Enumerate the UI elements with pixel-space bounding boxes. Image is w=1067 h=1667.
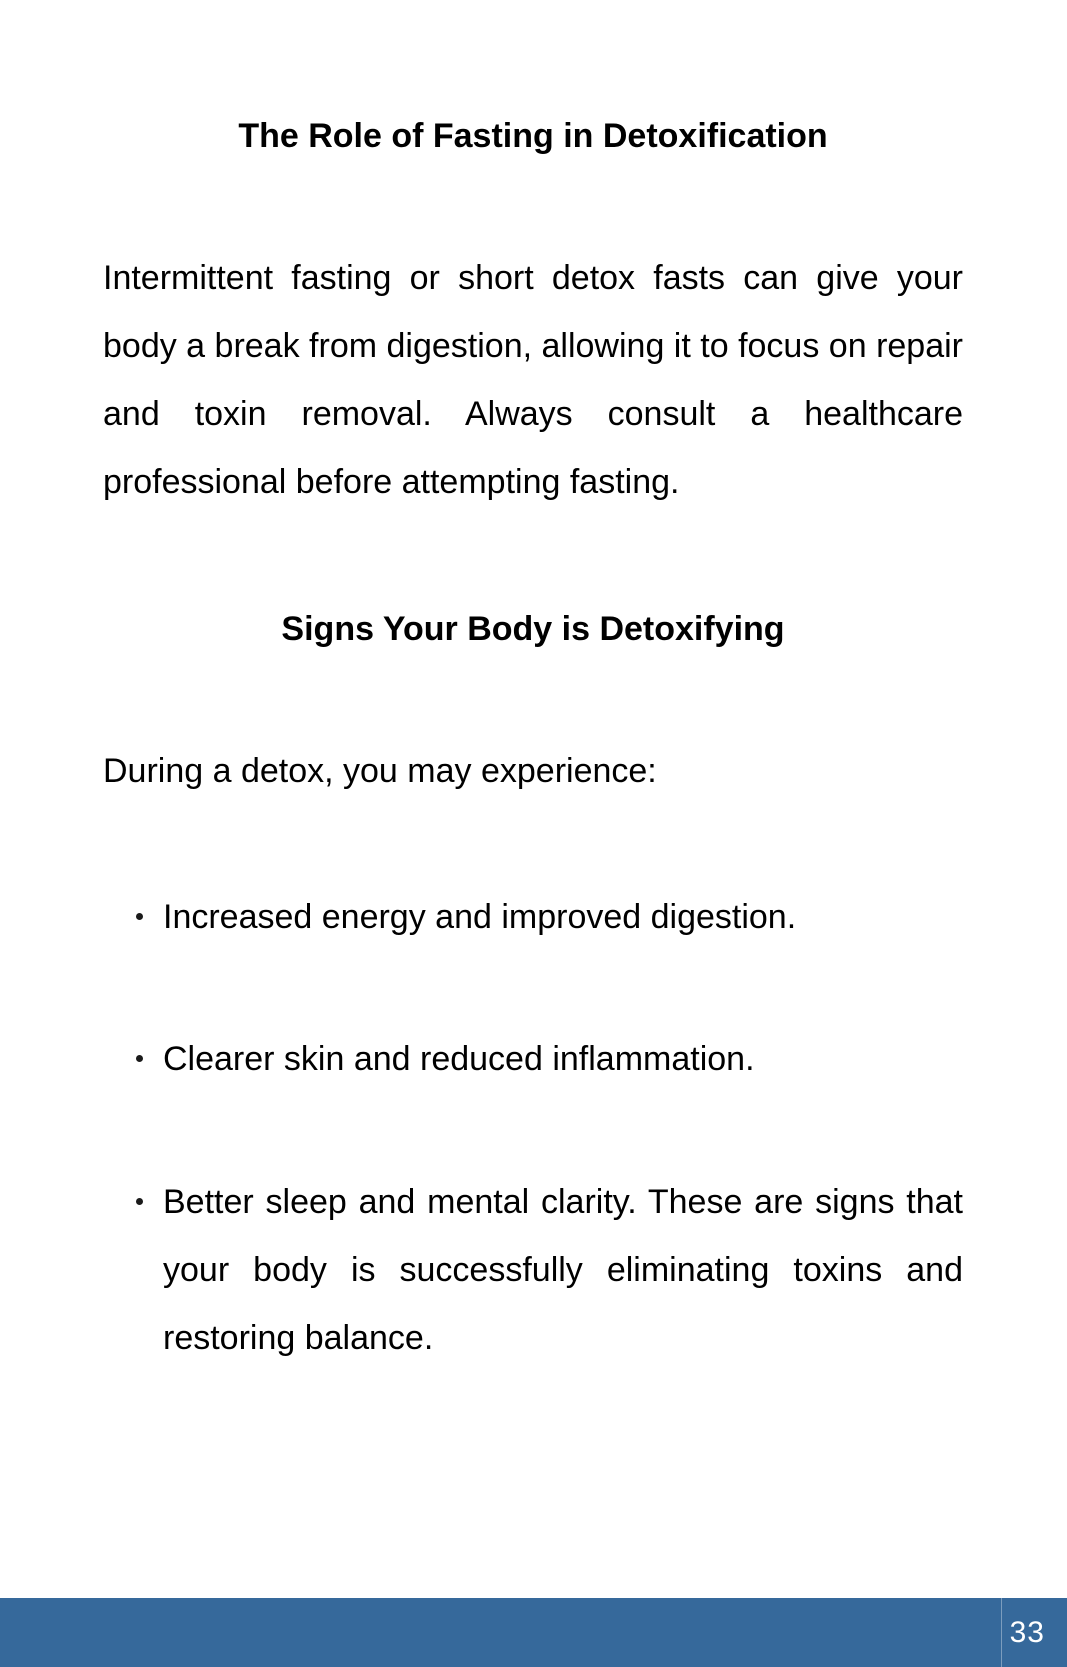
- bullet-icon: [136, 913, 143, 920]
- list-item: [103, 1025, 963, 1093]
- bullet-icon: [136, 1055, 143, 1062]
- section-heading-signs: Signs Your Body is Detoxifying: [281, 610, 785, 648]
- list-item: [103, 1168, 963, 1372]
- footer-bar: [0, 1598, 1067, 1667]
- intro-line: During a detox, you may experience:: [103, 752, 657, 790]
- footer-divider: [1001, 1598, 1002, 1667]
- signs-bullet-list: [103, 883, 963, 1372]
- list-item: [103, 883, 963, 951]
- paragraph-fasting: Intermittent fasting or short detox fasts can give your body a break from digestion, allowing it to focus on repair and toxin removal. Always consult a healthcare professional before attempting fasting.: [103, 259, 963, 501]
- section-heading-fasting: The Role of Fasting in Detoxification: [238, 117, 828, 155]
- list-item-text: Clearer skin and reduced inflammation.: [163, 1040, 755, 1078]
- list-item-text: Better sleep and mental clarity. These are signs that your body is successfully eliminating toxins and restoring balance.: [163, 1183, 963, 1357]
- list-item-text: Increased energy and improved digestion.: [163, 898, 797, 936]
- bullet-icon: [136, 1198, 143, 1205]
- page-content: [103, 0, 963, 1372]
- page-number: 33: [1009, 1616, 1045, 1649]
